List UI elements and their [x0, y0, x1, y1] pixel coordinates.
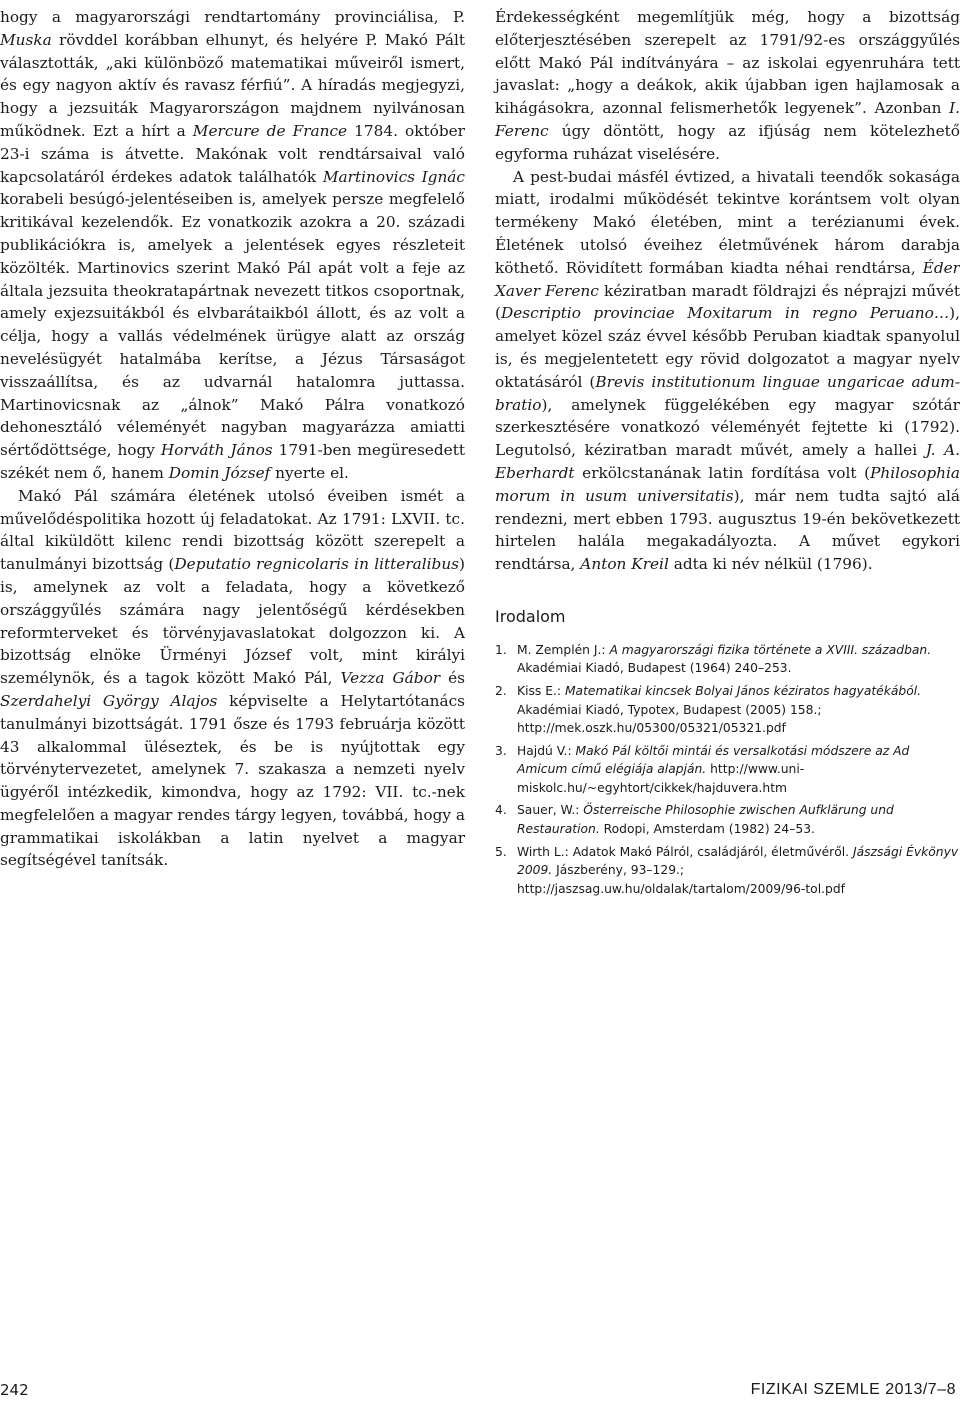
text-run: A pest-budai másfél évtized, a hivatali teendők sokasága miatt, irodalmi működését tekintve korántsem volt olyan termékeny Makó életében, mint a terézianumi évek. Életének utolsó éveihez életművének három darabja köthető. Rövidített formában kiadta néhai rendtársa, [495, 167, 960, 277]
paragraph-2 [0, 485, 465, 873]
paragraph-4 [495, 166, 960, 576]
text-run: ), amelynek függelékében egy magyar szótár szerkesztésére vonatkozó véleményét fejtette ki (1792). Legutolsó, kéziratban maradt művét, amely a hallei [495, 395, 960, 460]
reference-details: Jászberény, 93–129.; http://jaszsag.uw.hu/oldalak/tartalom/2009/96-tol.pdf [517, 863, 845, 896]
text-run: ), már nem tudta sajtó alá rendezni, mert ebben 1793. augusztus 19-én bekövetkezett hirtelen halála megakadályozta. A művet egykori rendtársa, [495, 486, 960, 574]
name-eder-xaver-ferenc: Éder Xaver Ferenc [495, 258, 960, 300]
reference-author: M. Zemplén J.: [517, 642, 610, 657]
title-philosophia-morum: Philosophia morum in usum universitatis [495, 463, 960, 505]
text-run: adta ki név nélkül (1796). [668, 555, 873, 574]
reference-number: 1. [495, 642, 507, 657]
text-run: képviselte a Helytartótanács tanulmányi bizottságát. 1791 ősze és 1793 februárja között 43 alkalommal üléseztek, és be is nyújtottak egy törvénytervezetet, amelynek 7. szakasza a nemzeti nyelv ügyéről intézkedik, kimondva, hogy az 1792: VII. tc.-nek megfelelően a magyar rendes tárgy legyen, továbbá, hogy a grammatikai iskolákban a latin nyelvet a magyar segítségével tanítsák. [0, 691, 465, 870]
reference-item [495, 682, 960, 738]
text-run: erkölcstanának latin fordítása volt ( [574, 463, 871, 482]
text-run: Érdekességként megemlítjük még, hogy a bizottság előterjesztésében szerepelt az 1791/92-es országgyűlés előtt Makó Pál indítványára – az iskolai egyenruhára tett javaslat: „hogy a deákok, akik újabban igen hajlamosak a kihágásokra, azonnal felismerhetők legyenek”. Azonban [495, 8, 960, 118]
text-run: rövddel korábban elhunyt, és helyére P. Makó Pált választották, „aki különböző matematikai műveiről ismert, és egy nagyon aktív és ravasz férfiú”. A híradás megjegyzi, hogy a jezsuiták Magyarországon majdnem nyilvánosan működnek. Ezt a hírt a [0, 30, 465, 140]
reference-item [495, 742, 960, 798]
reference-author: Kiss E.: [517, 683, 565, 698]
title-deputatio: Deputatio regnicolaris in litteralibus [174, 555, 460, 574]
text-run: korabeli besúgó-jelentéseiben is, amelyek persze megfelelő kritikával kezelendők. Ez vonatkozik azokra a 20. századi publikációkra is, amelyek a jelentések egyes részleteit közölték. Martinovics szerint Makó Pál apát volt a feje az általa jezsuita theokratapártnak nevezett titkos csoportnak, amely exjezsuitákból és elvbarátaikból állott, és az volt a célja, hogy a vallás védelmének ürügye alatt az ország nevelésügyét hatalmába kerítse, a Jézus Társaságot visszaállítsa, és az udvarnál hatalomra juttassa. Martinovicsnak az „álnok” Makó Pálra vonatkozó dehonesztáló véleményét nagyban magyarázza amiatti sértődöttsége, hogy [0, 190, 465, 460]
text-run: ) is, amelynek az volt a feladata, hogy a következő országgyűlés számára nagy jelentőségű kérdésekben reformterveket és törvényjavaslatokat dolgozzon ki. A bizottság elnöke Ürményi József volt, mint királyi személynök, és a tagok között Makó Pál, [0, 555, 465, 688]
title-mercure-de-france: Mercure de France [192, 121, 348, 140]
name-horvath-janos: Horváth János [160, 441, 273, 460]
reference-title: Österreische Philosophie zwischen Aufklärung und Restauration. [517, 803, 894, 837]
left-column [0, 6, 465, 872]
text-run: Makó Pál számára életének utolsó éveiben ismét a művelődéspolitika hozott új feladatokat. Az 1791: LXVII. tc. által kiküldött kilenc rendi bizottság között szerepelt a tanulmányi bizottság ( [0, 486, 465, 574]
name-anton-kreil: Anton Kreil [580, 555, 669, 574]
reference-item [495, 801, 960, 838]
text-run: úgy döntött, hogy az ifjúság nem kötelezhető egyforma ruházat viselésére. [495, 121, 960, 163]
reference-author: Wirth L.: Adatok Makó Pálról, családjáról, életművéről. [517, 844, 853, 859]
journal-footer: FIZIKAI SZEMLE 2013/7–8 [750, 1381, 956, 1398]
references-heading: Irodalom [495, 606, 566, 626]
name-i-ferenc: I. Ferenc [495, 99, 960, 140]
reference-details: Akadémiai Kiadó, Budapest (1964) 240–253. [517, 661, 792, 676]
references-list [495, 641, 960, 899]
text-run: kéziratban maradt földrajzi és néprajzi művét ( [495, 281, 960, 323]
name-eberhardt: J. A. Eberhardt [495, 441, 960, 482]
text-run: és [440, 669, 465, 688]
reference-details: Akadémiai Kiadó, Typotex, Budapest (2005) 158.; http://mek.oszk.hu/05300/05321/05321.pdf [517, 702, 822, 736]
reference-title: Makó Pál költői mintái és versalkotási módszere az Ad Amicum című elégiája alapján. [517, 743, 910, 777]
reference-title: Matematikai kincsek Bolyai János kéziratos hagyatékából. [564, 683, 922, 698]
title-brevis: Brevis institutionum linguae ungaricae adumbratio [495, 372, 960, 414]
text-run: 1784. október 23-i száma is átvette. Makónak volt rendtársaival való kapcsolatáról érdekes adatok találhatók [0, 121, 465, 186]
text-run: 1791-ben megüresedett székét nem ő, hanem [0, 441, 465, 482]
paragraph-1 [0, 6, 465, 485]
reference-item [495, 843, 960, 899]
text-run: hogy a magyarországi rendtartomány provinciálisa, P. [0, 8, 465, 26]
name-martinovics-ignac: Martinovics Ignác [322, 167, 465, 186]
reference-details: Rodopi, Amsterdam (1982) 24–53. [599, 822, 815, 837]
reference-author: Sauer, W.: [517, 803, 584, 818]
right-column [495, 6, 960, 902]
reference-number: 4. [495, 803, 507, 818]
name-szerdahelyi: Szerdahelyi György Alajos [0, 691, 218, 710]
name-domin-jozsef: Domin József [168, 463, 271, 482]
name-vezza-gabor: Vezza Gábor [340, 669, 441, 688]
reference-title: A magyarországi fizika története a XVIII. században. [609, 642, 932, 657]
reference-details: http://www.uni-miskolc.hu/~egyhtort/cikkek/hajduvera.htm [517, 762, 805, 795]
reference-number: 3. [495, 743, 507, 758]
text-run: nyerte el. [270, 463, 349, 482]
reference-title: Jászsági Évkönyv 2009. [517, 844, 959, 878]
name-muska: Muska [0, 30, 52, 49]
reference-author: Hajdú V.: [517, 743, 576, 758]
page-number: 242 [0, 1381, 29, 1399]
reference-item [495, 641, 960, 678]
title-descriptio: Descriptio provinciae Moxitarum in regno Peruano… [500, 304, 950, 323]
paragraph-3 [495, 6, 960, 166]
text-run: ), amelyet közel száz évvel később Peruban kiadtak spanyolul is, és megjelentetett egy rövid dolgozatot a magyar nyelv oktatásáról ( [495, 304, 960, 391]
reference-number: 2. [495, 683, 507, 698]
reference-number: 5. [495, 844, 507, 859]
